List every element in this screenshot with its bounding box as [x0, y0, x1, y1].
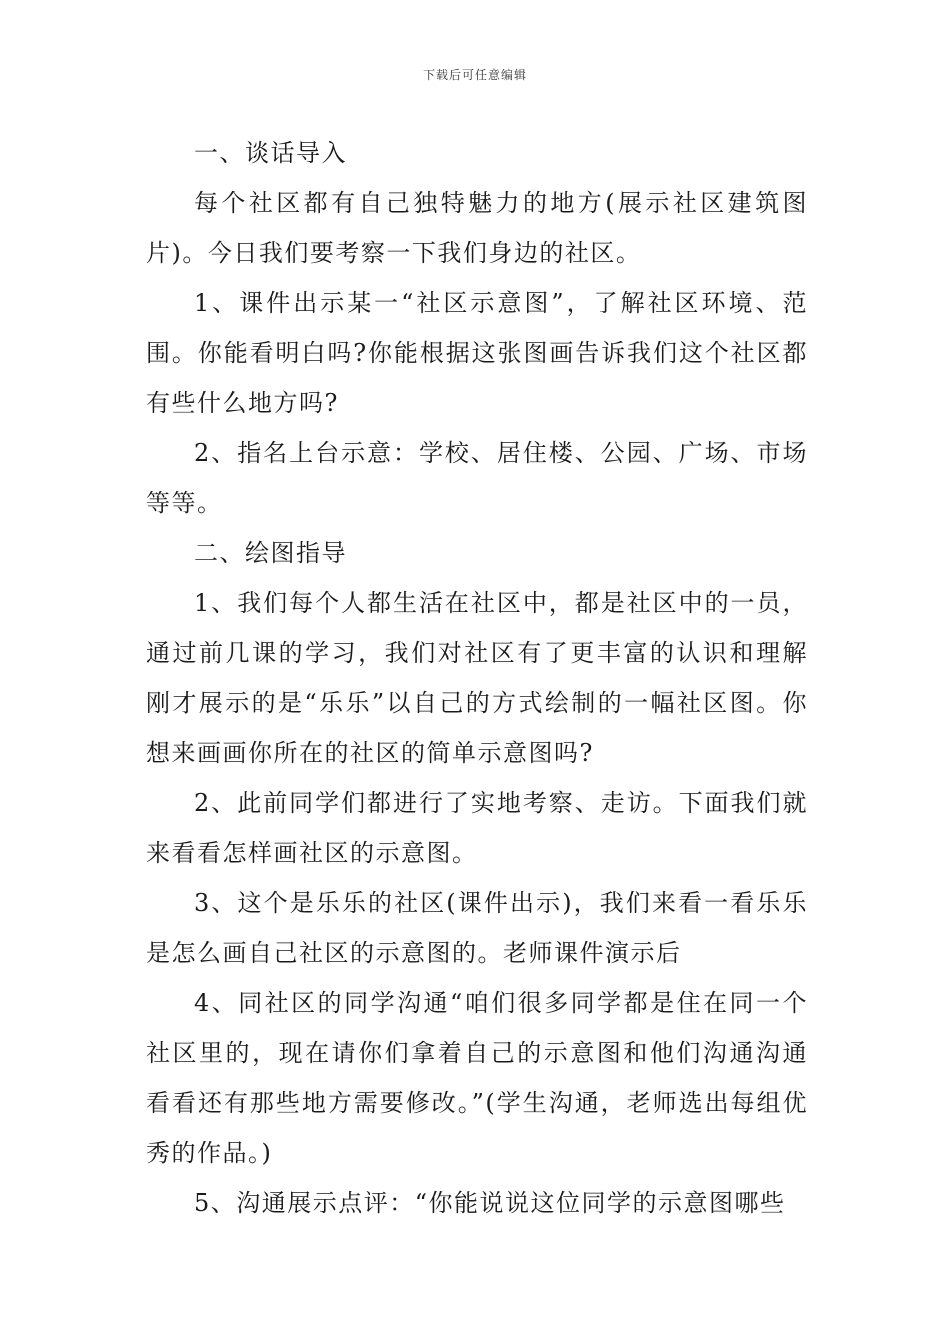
paragraph: 每个社区都有自己独特魅力的地方(展示社区建筑图片)。今日我们要考察一下我们身边的社区。: [146, 189, 808, 267]
document-body: [146, 128, 808, 1228]
paragraph: 5、沟通展示点评：“你能说说这位同学的示意图哪些: [194, 1189, 786, 1217]
page-header: 下载后可任意编辑: [422, 68, 527, 82]
paragraph: 1、课件出示某一“社区示意图”，了解社区环境、范围。你能看明白吗?你能根据这张图画告诉我们这个社区都有些什么地方吗?: [146, 289, 808, 417]
paragraph: 2、指名上台示意：学校、居住楼、公园、广场、市场等等。: [146, 439, 808, 517]
paragraph: 1、我们每个人都生活在社区中，都是社区中的一员，通过前几课的学习，我们对社区有了更丰富的认识和理解刚才展示的是“乐乐”以自己的方式绘制的一幅社区图。你想来画画你所在的社区的简单示意图吗?: [146, 589, 808, 767]
section-heading-intro: 一、谈话导入: [194, 139, 347, 167]
paragraph: 2、此前同学们都进行了实地考察、走访。下面我们就来看看怎样画社区的示意图。: [146, 789, 808, 867]
paragraph: 4、同社区的同学沟通“咱们很多同学都是住在同一个社区里的，现在请你们拿着自己的示意图和他们沟通沟通看看还有那些地方需要修改。”(学生沟通，老师选出每组优秀的作品。): [146, 989, 808, 1167]
paragraph: 3、这个是乐乐的社区(课件出示)，我们来看一看乐乐是怎么画自己社区的示意图的。老师课件演示后: [146, 889, 808, 967]
section-heading-drawing: 二、绘图指导: [194, 539, 347, 567]
